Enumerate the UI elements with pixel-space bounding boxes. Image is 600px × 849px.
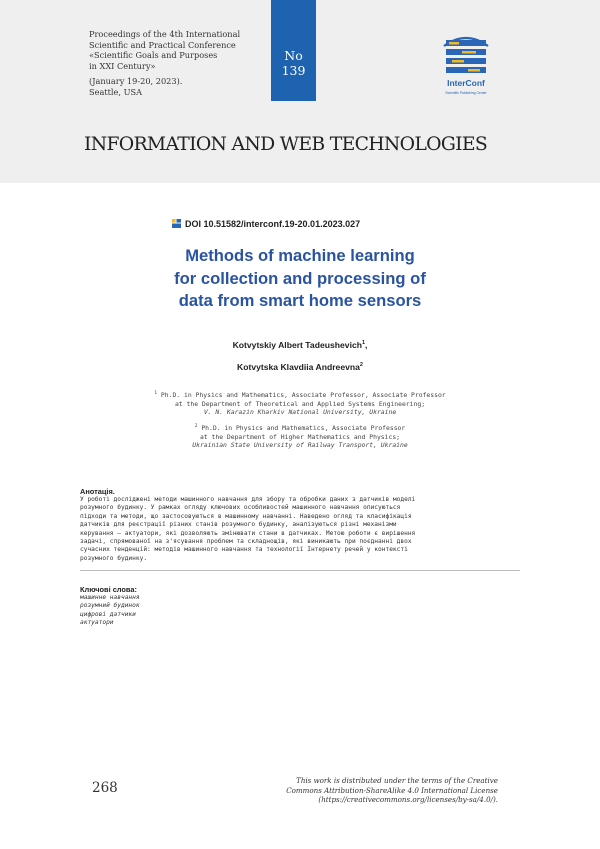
author-name: Kotvytska Klavdiia Andreevna xyxy=(237,362,360,372)
keywords-label: Ключові слова: xyxy=(80,585,137,594)
page-number: 268 xyxy=(92,780,118,796)
issue-number: 139 xyxy=(281,63,306,78)
abstract-label: Анотація. xyxy=(80,487,115,496)
author-name: Kotvytskiy Albert Tadeushevich xyxy=(232,340,362,350)
affiliation-line: Ph.D. in Physics and Mathematics, Associate Professor xyxy=(201,424,406,432)
affiliation-sup: 1 xyxy=(154,391,158,396)
title-line: Methods of machine learning xyxy=(185,246,415,265)
affiliation-line: at the Department of Higher Mathematics and Physics; xyxy=(199,432,401,441)
article-title xyxy=(100,245,500,313)
title-line: for collection and processing of xyxy=(174,268,426,288)
abstract-line: У роботі досліджені методи машинного навчання для збору та обробки даних з датчиків моделі xyxy=(80,496,416,503)
doi-line[interactable] xyxy=(172,219,422,229)
author-1 xyxy=(100,340,500,350)
conference-date: (January 19-20, 2023). xyxy=(89,76,183,87)
abstract-line: розумного будинку. У рамках огляду ключових особливостей машинного навчання описуються xyxy=(80,504,401,512)
conference-location: Seattle, USA xyxy=(89,86,143,97)
affiliation-sup: 2 xyxy=(194,424,198,429)
license-notice xyxy=(260,776,498,805)
license-line: Commons Attribution-ShareAlike 4.0 International License xyxy=(286,785,498,795)
keywords-section xyxy=(80,585,520,628)
affiliation-line: Ph.D. in Physics and Mathematics, Associate Professor, Associate Professor xyxy=(160,391,446,399)
abstract-line: датчиків для реєстрації різних станів розумного будинку, аналізуються різні механізми xyxy=(80,521,397,529)
affiliation-2 xyxy=(100,423,500,450)
license-line: This work is distributed under the terms of the Creative xyxy=(296,776,498,785)
header-band xyxy=(0,0,600,183)
logo-text: InterConf xyxy=(447,78,485,88)
abstract-line: задачі, спрямованої на з'ясування проблем та складнощів, які виникають при поєднанні двох xyxy=(80,538,412,546)
keyword: цифрові датчики xyxy=(80,610,136,618)
keyword: машинне навчання xyxy=(80,594,140,601)
abstract-line: керування – актуатори, які дозволяють змінювати стани в датчиках. Метою роботи є вирішення xyxy=(80,529,416,537)
author-2 xyxy=(100,362,500,372)
keyword: розумний будинок xyxy=(80,602,140,610)
title-line: data from smart home sensors xyxy=(178,291,422,310)
abstract-line: підходи та методи, що застосовуються в машинному навчанні. Наведено огляд та класифікація xyxy=(80,512,412,520)
abstract-line: розумного будинку. xyxy=(80,554,148,562)
doi-icon xyxy=(172,219,181,228)
author-suffix: , xyxy=(365,340,368,350)
issue-number-box xyxy=(271,0,316,101)
section-title: INFORMATION AND WEB TECHNOLOGIES xyxy=(84,134,488,155)
author-sup: 1 xyxy=(361,340,366,347)
license-link[interactable]: (https://creativecommons.org/licenses/by-sa/4.0/). xyxy=(318,795,498,805)
doi-text[interactable]: DOI 10.51582/interconf.19-20.01.2023.027 xyxy=(185,219,361,229)
logo-subtext: Scientific Publishing Center xyxy=(445,91,487,95)
proceedings-line: «Scientific Goals and Purposes xyxy=(89,50,218,61)
issue-number-label: No xyxy=(284,48,303,63)
affiliation-university: V. N. Karazin Kharkiv National University, Ukraine xyxy=(203,408,397,417)
interconf-logo xyxy=(438,32,494,102)
affiliation-line: at the Department of Theoretical and Applied Systems Engineering; xyxy=(174,399,426,408)
affiliation-1 xyxy=(100,390,500,417)
proceedings-line: Scientific and Practical Conference xyxy=(89,39,236,50)
proceedings-line: in XXI Century» xyxy=(89,60,156,71)
abstract-text xyxy=(80,496,520,563)
author-sup: 2 xyxy=(359,362,363,369)
abstract-section xyxy=(80,487,520,571)
proceedings-line: Proceedings of the 4th International xyxy=(89,29,241,39)
keyword: актуатори xyxy=(80,619,114,627)
affiliation-university: Ukrainian State University of Railway Transport, Ukraine xyxy=(192,441,408,450)
abstract-line: сучасних тенденцій: методів машинного навчання та технології Інтернету речей у контексті xyxy=(80,546,408,554)
proceedings-info xyxy=(89,29,269,98)
